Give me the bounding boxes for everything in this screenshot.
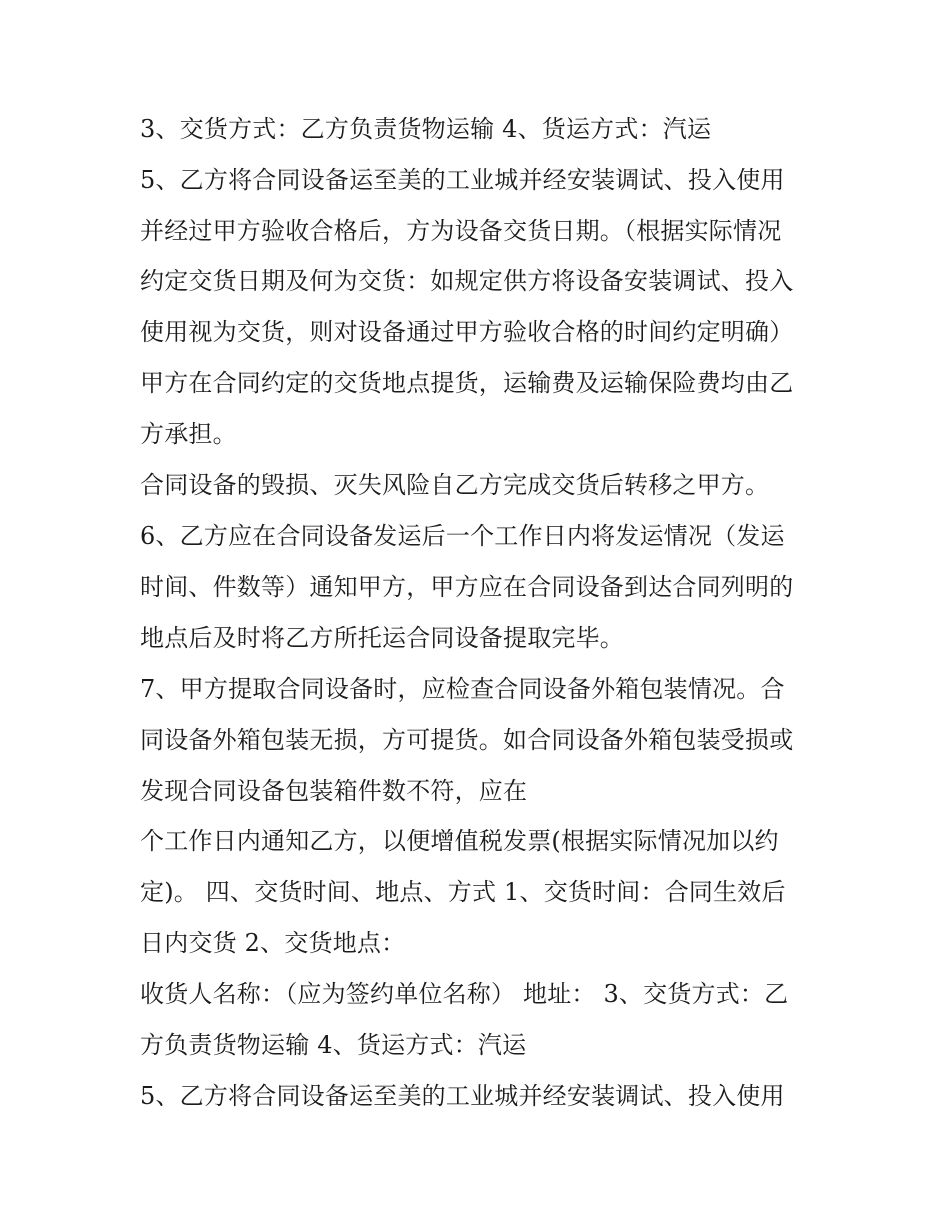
text-line: 日内交货 2、交货地点： xyxy=(140,929,406,957)
text-line: 收货人名称：（应为签约单位名称） 地址： 3、交货方式：乙 xyxy=(140,980,789,1008)
text-line: 同设备外箱包装无损，方可提货。如合同设备外箱包装受损或 xyxy=(140,726,794,754)
text-line: 7、甲方提取合同设备时，应检查合同设备外箱包装情况。合 xyxy=(140,675,785,703)
text-line: 方承担。 xyxy=(140,420,237,448)
text-line: 3、交货方式：乙方负责货物运输 4、货运方式：汽运 xyxy=(140,115,712,143)
text-line: 发现合同设备包装箱件数不符，应在 xyxy=(140,777,528,805)
text-line: 定)。 四、交货时间、地点、方式 1、交货时间：合同生效后 xyxy=(140,878,786,906)
text-line: 6、乙方应在合同设备发运后一个工作日内将发运情况（发运 xyxy=(140,522,785,550)
text-line: 合同设备的毁损、灭失风险自乙方完成交货后转移之甲方。 xyxy=(140,471,770,499)
text-line: 甲方在合同约定的交货地点提货，运输费及运输保险费均由乙 xyxy=(140,369,794,397)
text-line: 时间、件数等）通知甲方，甲方应在合同设备到达合同列明的 xyxy=(140,573,794,601)
text-line: 地点后及时将乙方所托运合同设备提取完毕。 xyxy=(140,624,624,652)
text-line: 5、乙方将合同设备运至美的工业城并经安装调试、投入使用 xyxy=(140,166,785,194)
text-line: 使用视为交货，则对设备通过甲方验收合格的时间约定明确） xyxy=(140,318,794,346)
text-line: 并经过甲方验收合格后，方为设备交货日期。（根据实际情况 xyxy=(140,217,782,245)
text-line: 5、乙方将合同设备运至美的工业城并经安装调试、投入使用 xyxy=(140,1082,785,1110)
text-line: 约定交货日期及何为交货：如规定供方将设备安装调试、投入 xyxy=(140,267,794,295)
text-line: 个工作日内通知乙方，以便增值税发票(根据实际情况加以约 xyxy=(140,827,779,855)
text-line: 方负责货物运输 4、货运方式：汽运 xyxy=(140,1031,527,1059)
